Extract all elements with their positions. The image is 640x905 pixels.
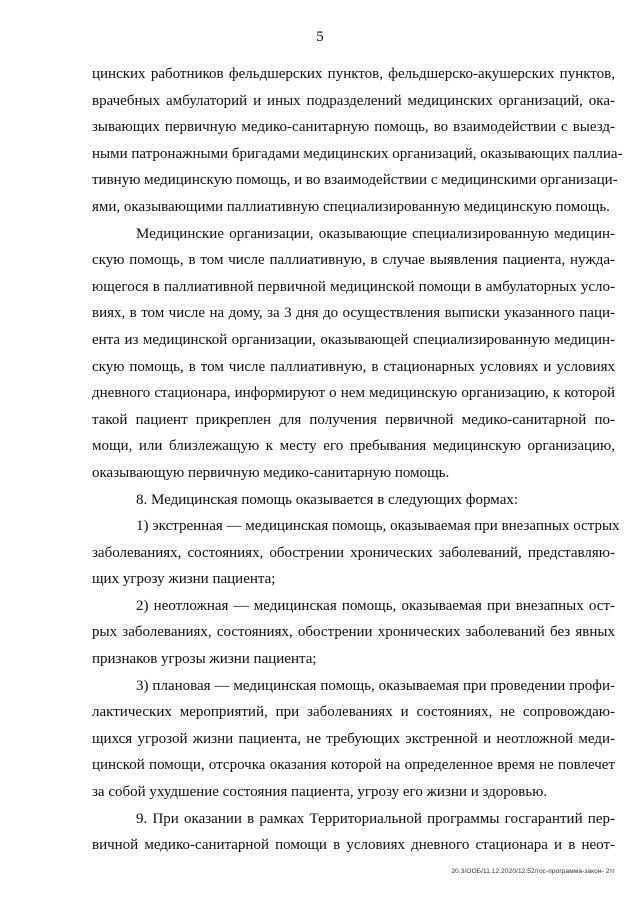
- text-line: виях, в том числе на дому, за 3 дня до осуществления выписки указанного паци-: [92, 305, 615, 322]
- text-line: ными патронажными бригадами медицинских организаций, оказывающих паллиа-: [92, 145, 623, 162]
- text-line: дневного стационара, информируют о нем медицинскую организацию, к которой: [92, 385, 615, 402]
- text-line: скую помощь, в том числе паллиативную, в стационарных условиях и условиях: [92, 358, 615, 375]
- text-line: признаков угрозы жизни пациента;: [92, 651, 317, 668]
- text-line: зывающих первичную медико-санитарную помощь, во взаимодействии с выезд-: [92, 119, 615, 136]
- text-line: рых заболеваниях, состояниях, обострении хронических заболеваний без явных: [92, 624, 615, 641]
- text-line: тивную медицинскую помощь, и во взаимодействии с медицинскими организаци-: [92, 172, 618, 189]
- text-line: заболеваниях, состояниях, обострении хронических заболеваний, представляю-: [92, 544, 615, 561]
- footer-document-code: 20.3/ООБ/11.12.2020/12:52/гос-программа-закон- 2тг: [451, 868, 615, 875]
- text-line: такой пациент прикреплен для получения первичной медико-санитарной по-: [92, 411, 615, 428]
- text-line: щих угрозу жизни пациента;: [92, 571, 276, 588]
- text-line: оказывающую первичную медико-санитарную помощь.: [92, 464, 450, 481]
- text-line: за собой ухудшение состояния пациента, угрозу его жизни и здоровью.: [92, 784, 548, 801]
- text-line: лактических мероприятий, при заболеваниях и состояниях, не сопровождаю-: [92, 704, 615, 721]
- text-line: 1) экстренная — медицинская помощь, оказываемая при внезапных острых: [136, 518, 620, 535]
- text-line: 9. При оказании в рамках Территориальной программы госгарантий пер-: [136, 810, 615, 827]
- text-line: Медицинские организации, оказывающие специализированную медицин-: [136, 225, 615, 242]
- text-line: ента из медицинской организации, оказывающей специализированную медицин-: [92, 331, 615, 348]
- text-line: цинских работников фельдшерских пунктов, фельдшерско-акушерских пунктов,: [92, 66, 615, 82]
- text-line: цинской помощи, отсрочка оказания которой на определенное время не повлечет: [92, 757, 615, 774]
- page-number: 5: [316, 29, 324, 45]
- text-line: мощи, или близлежащую к месту его пребывания медицинскую организацию,: [92, 438, 615, 455]
- text-line: врачебных амбулаторий и иных подразделений медицинских организаций, ока-: [92, 92, 615, 109]
- text-line: 2) неотложная — медицинская помощь, оказываемая при внезапных ост-: [136, 597, 615, 614]
- text-line: ями, оказывающими паллиативную специализированную медицинскую помощь.: [92, 198, 610, 215]
- text-line: ющегося в паллиативной первичной медицинской помощи в амбулаторных усло-: [92, 278, 615, 295]
- text-line: скую помощь, в том числе паллиативную, в случае выявления пациента, нужда-: [92, 252, 615, 269]
- text-line: 3) плановая — медицинская помощь, оказываемая при проведении профи-: [136, 677, 615, 694]
- text-line: вичной медико-санитарной помощи в условиях дневного стационара и в неот-: [92, 837, 615, 854]
- document-body: [92, 61, 623, 859]
- text-line: 8. Медицинская помощь оказывается в следующих формах:: [136, 491, 519, 508]
- text-line: щихся угрозой жизни пациента, не требующих экстренной и неотложной меди-: [92, 730, 615, 747]
